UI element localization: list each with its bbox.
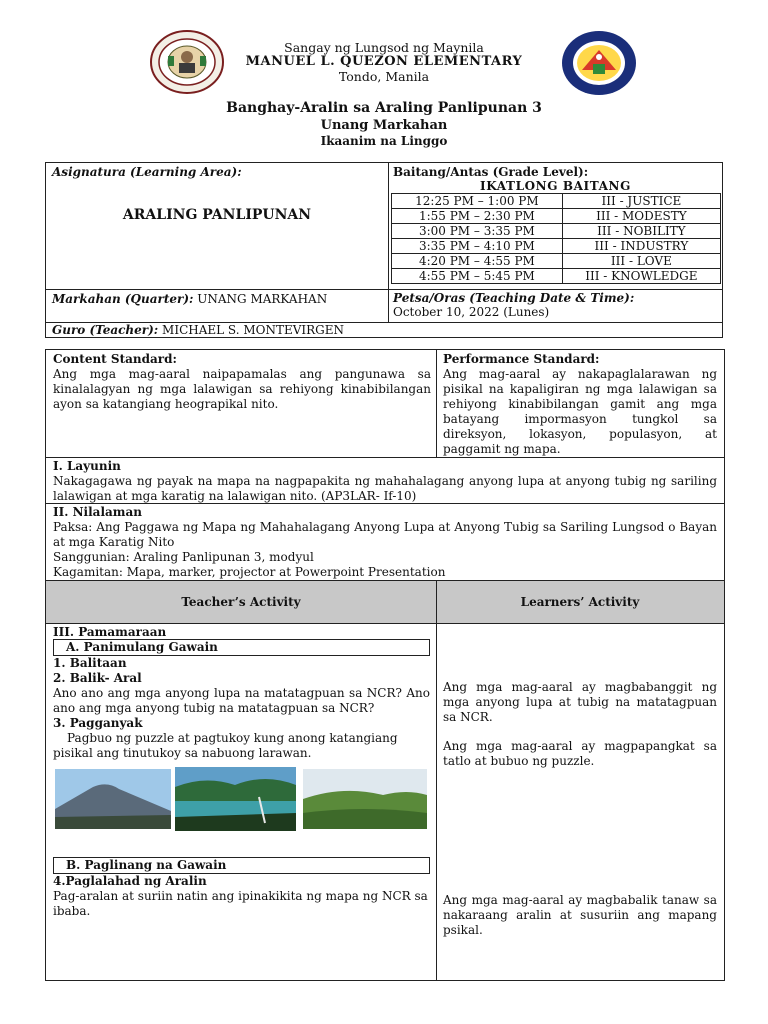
schedule-time: 1:55 PM – 2:30 PM [391, 209, 563, 224]
layunin [53, 459, 717, 504]
nilalaman-paksa: Paksa: Ang Paggawa ng Mapa ng Mahahalagang Anyong Lupa at Anyong Tubig sa Sariling Lungsod o Bayan at mga Karatig Nito [53, 520, 717, 549]
teacher-cell [46, 323, 723, 338]
schedule-section: III - KNOWLEDGE [563, 269, 720, 284]
schedule-row [391, 254, 720, 269]
lesson-body [45, 349, 725, 981]
pamamaraan-label: III. Pamamaraan [53, 625, 167, 639]
performance-standard-label: Performance Standard: [443, 352, 600, 366]
paglalahad-label: 4.Paglalahad ng Aralin [53, 874, 207, 888]
volcano-landscape-image [55, 769, 171, 829]
learners-response-3: Ang mga mag-aaral ay magbabalik tanaw sa nakaraang aralin at susuriin ang mapang psikal. [443, 893, 717, 937]
schedule-row [391, 239, 720, 254]
learning-area-value: ARALING PANLIPUNAN [122, 207, 312, 223]
document-title: Banghay-Aralin sa Araling Panlipunan 3 [226, 100, 542, 116]
schedule-table [391, 193, 721, 284]
balik-aral-label: 2. Balik- Aral [53, 671, 142, 685]
quarter-value: UNANG MARKAHAN [197, 292, 328, 306]
teacher-activity-header: Teacher’s Activity [181, 595, 301, 609]
schedule-row [391, 209, 720, 224]
schedule-row [391, 269, 720, 284]
balik-aral-text: Ano ano ang mga anyong lupa na matatagpuan sa NCR? Ano ano ang mga anyong tubig na matatagpuan sa NCR? [53, 686, 430, 715]
teacher-value: MICHAEL S. MONTEVIRGEN [162, 323, 345, 337]
learning-area-label: Asignatura (Learning Area): [52, 165, 242, 179]
panimulang-gawain-box: A. Panimulang Gawain [53, 639, 430, 656]
schedule-section: III - JUSTICE [563, 194, 720, 209]
quarter-title: Unang Markahan [320, 118, 448, 133]
paglalahad-text: Pag-aralan at suriin natin ang ipinakikita ng mapa ng NCR sa ibaba. [53, 889, 428, 918]
learners-response-1: Ang mga mag-aaral ay magbabanggit ng mga anyong lupa at tubig na matatagpuan sa NCR. [443, 680, 717, 724]
schedule-time: 3:35 PM – 4:10 PM [391, 239, 563, 254]
division-line: Sangay ng Lungsod ng Maynila [284, 40, 484, 55]
schedule-row [391, 194, 720, 209]
grade-level-value: IKATLONG BAITANG [480, 179, 631, 193]
hills-landscape-image [303, 769, 427, 829]
schedule-time: 4:55 PM – 5:45 PM [391, 269, 563, 284]
learning-area-cell [46, 163, 389, 290]
schedule-time: 4:20 PM – 4:55 PM [391, 254, 563, 269]
schedule-time: 12:25 PM – 1:00 PM [391, 194, 563, 209]
schedule-row [391, 224, 720, 239]
date-value: October 10, 2022 (Lunes) [393, 305, 550, 319]
nilalaman [53, 505, 717, 580]
date-cell [389, 290, 723, 323]
lake-landscape-image [175, 767, 296, 831]
schedule-section: III - LOVE [563, 254, 720, 269]
schedule-section: III - INDUSTRY [563, 239, 720, 254]
learners-activity-header: Learners’ Activity [520, 595, 640, 609]
school-name: MANUEL L. QUEZON ELEMENTARY [245, 54, 523, 69]
paglinang-na-gawain-box: B. Paglinang na Gawain [53, 857, 430, 874]
teacher-label: Guro (Teacher): [52, 323, 159, 337]
school-location: Tondo, Manila [338, 69, 430, 84]
balitaan-label: 1. Balitaan [53, 656, 127, 670]
pagganyak-text: Pagbuo ng puzzle at pagtukoy kung anong katangiang pisikal ang tinutukoy sa nabuong larawan. [53, 731, 398, 760]
nilalaman-kagamitan: Kagamitan: Mapa, marker, projector at Powerpoint Presentation [53, 565, 446, 579]
content-standard [53, 352, 431, 412]
date-label: Petsa/Oras (Teaching Date & Time): [393, 291, 635, 305]
activity-divider [436, 581, 437, 980]
quarter-cell [46, 290, 389, 323]
grade-level-label: Baitang/Antas (Grade Level): [393, 165, 589, 179]
info-table [45, 162, 723, 338]
layunin-text: Nakagagawa ng payak na mapa na nagpapakita ng mahahalagang anyong lupa at anyong tubig ng sariling lalawigan at mga karatig na lalawigan nito. (AP3LAR- If-10) [53, 474, 717, 503]
schedule-section: III - NOBILITY [563, 224, 720, 239]
standards-divider [436, 350, 437, 458]
nilalaman-label: II. Nilalaman [53, 505, 142, 519]
week-title: Ikaanim na Linggo [320, 134, 448, 148]
schedule-time: 3:00 PM – 3:35 PM [391, 224, 563, 239]
quarter-label: Markahan (Quarter): [52, 292, 194, 306]
pagganyak-label: 3. Pagganyak [53, 716, 143, 730]
layunin-label: I. Layunin [53, 459, 121, 473]
content-standard-text: Ang mga mag-aaral naipapamalas ang pangunawa sa kinalalagyan ng mga lalawigan sa rehiyong kinabibilangan ayon sa katangiang heograpikal nito. [53, 367, 431, 411]
grade-level-cell [389, 163, 723, 290]
performance-standard [443, 352, 717, 457]
schedule-section: III - MODESTY [563, 209, 720, 224]
learners-response-2: Ang mga mag-aaral ay magpapangkat sa tatlo at bubuo ng puzzle. [443, 739, 717, 768]
performance-standard-text: Ang mag-aaral ay nakapaglalarawan ng pisikal na kapaligiran ng mga lalawigan sa rehiyong kinabibilangan gamit ang mga batayang impormasyon tungkol sa direksyon, lokasyon, populasyon, at paggamit ng mapa. [443, 367, 717, 456]
content-standard-label: Content Standard: [53, 352, 177, 366]
nilalaman-sanggunian: Sanggunian: Araling Panlipunan 3, modyul [53, 550, 314, 564]
